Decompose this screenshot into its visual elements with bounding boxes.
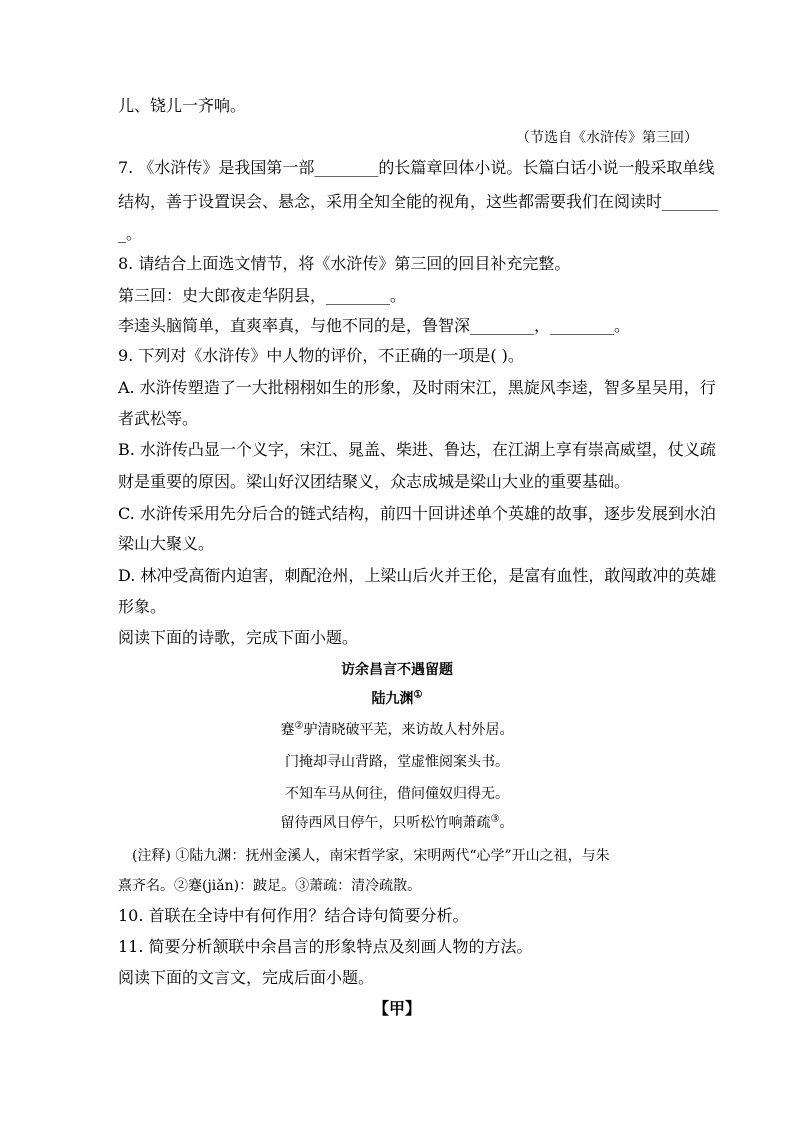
option-a-line-2: 者武松等。 (118, 409, 199, 428)
section-jia-heading: 【甲】 (372, 999, 421, 1018)
question-9-stem: 9. 下列对《水浒传》中人物的评价，不正确的一项是( )。 (118, 346, 524, 365)
reading-instruction-poem: 阅读下面的诗歌，完成下面小题。 (118, 628, 359, 647)
poem-line-2: 门掩却寻山背路，堂虚惟阅案头书。 (285, 754, 509, 770)
poem-notes-line-2: 熹齐名。②蹇(jiǎn)：跛足。③萧疏：清冷疏散。 (118, 878, 422, 894)
option-a-line-1: A. 水浒传塑造了一大批栩栩如生的形象，及时雨宋江，黑旋风李逵，智多星吴用，行 (118, 378, 716, 397)
poem-line-4-footnote: ③ (490, 813, 500, 825)
poem-line-4-b: 。 (499, 815, 514, 831)
option-c-line-2: 梁山大聚义。 (118, 534, 215, 553)
source-note: （节选自《水浒传》第三回） (516, 130, 698, 146)
poem-line-1-footnote: ② (294, 720, 304, 732)
question-7-line-2: 结构，善于设置误会、悬念，采用全知全能的视角，这些都需要我们在阅读时_______ (118, 192, 719, 211)
question-8-line-2: 第三回：史大郎夜走华阴县，________。 (118, 286, 407, 305)
passage-last-line: 儿、铙儿一齐响。 (118, 96, 247, 115)
poem-line-1-a: 蹇 (280, 722, 295, 738)
option-d-line-1: D. 林冲受高衙内迫害，刺配沧州，上梁山后火并王伦，是富有血性，敢闯敢冲的英雄 (118, 566, 717, 585)
question-7-line-3: _。 (118, 224, 143, 243)
question-8-line-1: 8. 请结合上面选文情节，将《水浒传》第三回的回目补充完整。 (118, 254, 571, 273)
question-7-line-1: 7. 《水浒传》是我国第一部________的长篇章回体小说。长篇白话小说一般采取单线 (118, 158, 715, 177)
poem-line-1-b: 驴清晓破平芜，来访故人村外居。 (303, 722, 514, 738)
option-c-line-1: C. 水浒传采用先分后合的链式结构，前四十回讲述单个英雄的故事，逐步发展到水泊 (118, 504, 716, 523)
poem-line-4 (0, 813, 794, 833)
poem-author-footnote: ① (413, 689, 423, 701)
option-d-line-2: 形象。 (118, 597, 167, 616)
poem-line-4-a: 留待西风日停午，只听松竹响萧疏 (280, 815, 491, 831)
option-b-line-2: 财是重要的原因。梁山好汉团结聚义，众志成城是梁山大业的重要基础。 (118, 472, 631, 491)
poem-author-name: 陆九渊 (371, 691, 414, 707)
question-11: 11. 简要分析颔联中余昌言的形象特点及刻画人物的方法。 (118, 937, 533, 956)
option-b-line-1: B. 水浒传凸显一个义字，宋江、晁盖、柴进、鲁达，在江湖上享有崇高威望，仗义疏 (118, 440, 716, 459)
poem-notes-line-1: (注释) ①陆九渊：抚州金溪人，南宋哲学家，宋明两代“心学”开山之祖，与朱 (132, 848, 610, 864)
poem-line-3: 不知车马从何往，借问僮奴归得无。 (285, 786, 509, 802)
poem-title: 访余昌言不遇留题 (341, 662, 453, 678)
reading-instruction-classical: 阅读下面的文言文，完成后面小题。 (118, 968, 375, 987)
question-8-line-3: 李逵头脑简单，直爽率真，与他不同的是，鲁智深________，________。 (118, 316, 631, 335)
question-10: 10. 首联在全诗中有何作用？结合诗句简要分析。 (118, 906, 469, 925)
poem-line-1 (0, 720, 794, 740)
poem-author (0, 689, 794, 709)
